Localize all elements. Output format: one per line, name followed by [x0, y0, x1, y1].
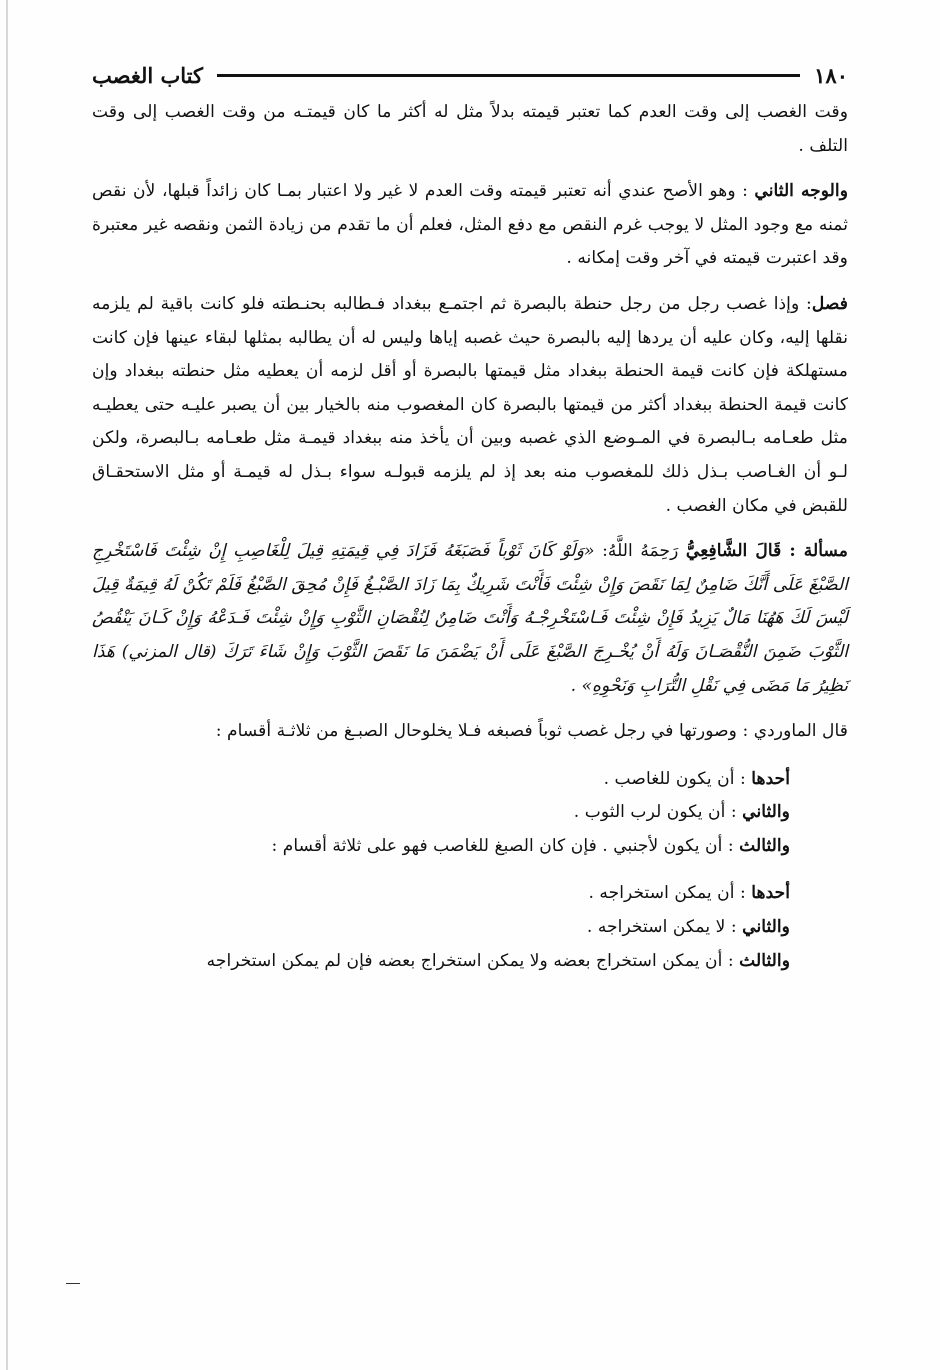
header-rule [217, 74, 800, 77]
list-sections-2 [92, 877, 848, 978]
paragraph-3 [92, 288, 848, 523]
list-1-item-1 [92, 763, 848, 797]
paragraph-4-mercy: رَحِمَهُ اللَّهُ: [594, 541, 686, 562]
paragraph-2 [92, 175, 848, 276]
list-1-item-1-text: : أن يكون للغاصب . [603, 768, 752, 789]
paragraph-4-lead: مسألة : قَالَ الشَّافِعِيُّ [685, 541, 848, 562]
paragraph-1-text: وقت الغصب إلى وقت العدم كما تعتبر قيمته بدلاً مثل له أكثر ما كان قيمتـه من وقت الغصب إلى وقت التلف . [92, 102, 848, 156]
list-1-item-2-lead: والثاني [742, 802, 790, 823]
list-2-item-2-text: : لا يمكن استخراجه . [586, 917, 743, 938]
paragraph-1 [92, 96, 848, 163]
list-2-item-2-lead: والثاني [742, 917, 790, 938]
paragraph-4 [92, 535, 848, 703]
list-2-item-1 [92, 877, 848, 911]
list-2-item-3-text: : أن يمكن استخراج بعضه ولا يمكن استخراج بعضه فإن لم يمكن استخراجه [206, 950, 740, 971]
list-2-item-3-lead: والثالث [739, 950, 790, 971]
continuation-mark [66, 1283, 80, 1284]
page-header [92, 58, 848, 92]
list-2-item-1-lead: أحدها [751, 883, 790, 904]
list-1-item-2-text: : أن يكون لرب الثوب . [573, 802, 743, 823]
list-1-item-3-text: : أن يكون لأجنبي . فإن كان الصبغ للغاصب فهو على ثلاثة أقسام : [271, 835, 740, 856]
paragraph-4-quote: «وَلَوْ كَانَ ثَوْباً فَصَبَغَهُ فَزَادَ فِي قِيمَتِهِ قِيلَ لِلْغَاصِبِ إِنْ شِئْتَ فَاسْتَخْرِجِ الصَّبْغَ عَلَى أَنَّكَ ضَامِنٌ لِمَا نَقَصَ وَإِنْ شِئْتَ فَأَنْتَ شَرِيكٌ بِمَا زَادَ الصَّبْـغُ فَإِنْ مُحِقَ الصَّبْغُ فَلَمْ تَكُنْ لَهُ قِيمَةٌ قِيلَ لَيْسَ لَكَ هَهُنَا مَالٌ يَزِيدُ فَإِنْ شِئْتَ فَـاسْتَخْرِجْـهُ وَأَنْتَ ضَامِنٌ لِنُقْصَانِ الثَّوْبِ وَإِنْ شِئْتَ فَـدَعْهُ وَإِنْ كَـانَ يَنْقُصُ الثَّوْبَ ضَمِنَ النُّقْصَـانَ وَلَهُ أَنْ يُخْـرِجَ الصَّبْغَ عَلَى أَنْ يَضْمَنَ مَا نَقَصَ الثَّوْبَ وَإِنْ شَاءَ تَرَكَ (قال المزني) هَذَا نَظِيرُ مَا مَضَى فِي نَقْلِ التُّرَابِ وَنَحْوِهِ» . [92, 541, 848, 696]
list-2-item-2 [92, 911, 848, 945]
page-edge-shadow [6, 0, 8, 1370]
list-sections-1 [92, 763, 848, 864]
list-1-item-3-lead: والثالث [739, 835, 790, 856]
paragraph-2-text: : وهو الأصح عندي أنه تعتبر قيمته وقت العدم لا غير ولا اعتبار بمـا كان زائداً قبلها، لأن نقص ثمنه مع وجود المثل لا يوجب غرم النقص مع دفع المثل، فعلم أن ما تقدم من زيادة الثمن ونقصه غير معتبرة وقد اعتبرت قيمته في آخر وقت إمكانه . [92, 181, 848, 269]
list-2-item-1-text: : أن يمكن استخراجه . [588, 883, 752, 904]
paragraph-3-lead: فصل [811, 293, 848, 314]
paragraph-5-text: قال الماوردي : وصورتها في رجل غصب ثوباً فصبغه فـلا يخلوحال الصبـغ من ثلاثـة أقسام : [215, 721, 848, 742]
paragraph-5 [92, 715, 848, 749]
list-1-item-2 [92, 796, 848, 830]
book-title: كتاب الغصب [92, 62, 204, 88]
body-text [92, 96, 848, 978]
list-2-item-3 [92, 945, 848, 979]
list-1-item-1-lead: أحدها [751, 768, 790, 789]
paragraph-3-text: : وإذا غصب رجل من رجل حنطة بالبصرة ثم اجتمـع ببغداد فـطالبه بحنـطته فلو كانت باقية لم يلزمه نقلها إليه، وكان عليه أن يردها إليه بالبصرة حيث غصبه إياها وليس له أن يطالبه بمثلها لبقاء عينها فإن كانت مستهلكة فإن كانت قيمة الحنطة ببغداد مثل قيمتها بالبصرة أو أقل لزمه أن يعطيه مثل حنطته ببغداد وإن كانت قيمة الحنطة ببغداد أكثر من قيمتها بالبصرة كان المغصوب منه بالخيار بين أن يصبر عليـه حتى يعطيـه مثل طعـامه بـالبصرة في المـوضع الذي غصبه وبين أن يأخذ منه ببغداد قيمـة مثل طعـامه بـالبصرة، ولكن لـو أن الغـاصب بـذل ذلك للمغصوب منه بعد إذ لم يلزمه قبولـه سواء بـذل له قيمـة أو مثل الاستحقـاق للقبض في مكان الغصب . [92, 293, 848, 516]
page-number: ١٨٠ [814, 62, 848, 88]
list-1-item-3 [92, 830, 848, 864]
paragraph-2-lead: والوجه الثاني [754, 181, 848, 202]
